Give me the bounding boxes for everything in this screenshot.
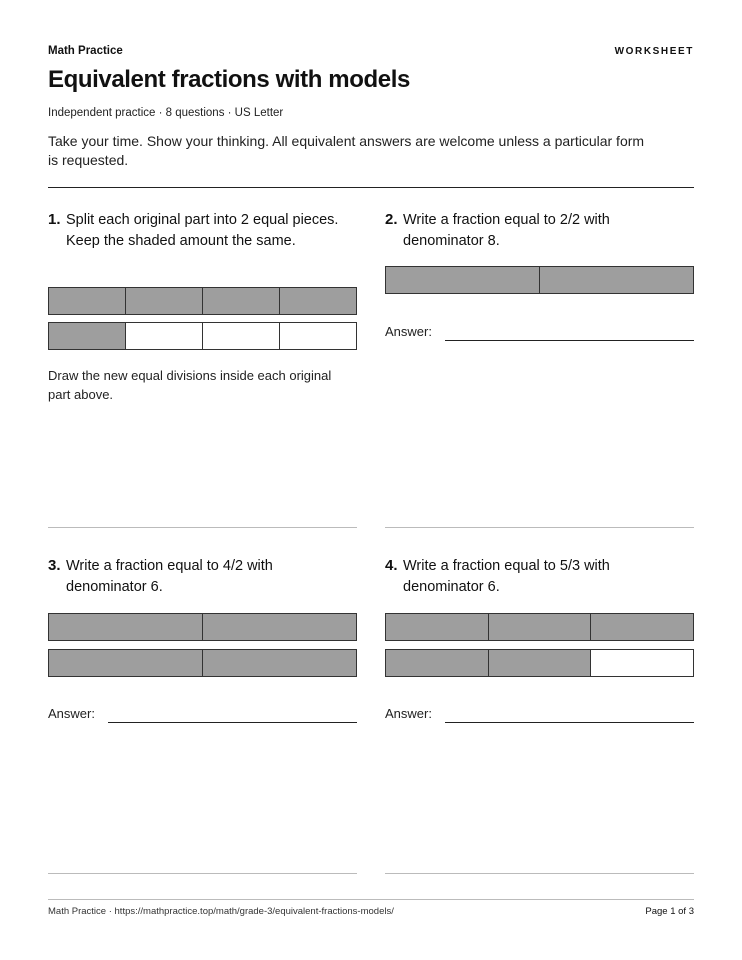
shaded-part <box>203 288 280 314</box>
answer-line[interactable] <box>445 722 694 723</box>
question-3 <box>48 556 357 721</box>
question-header <box>48 556 357 597</box>
header-tag: WORKSHEET <box>614 46 694 57</box>
question-number: 3. <box>48 557 61 574</box>
shaded-part <box>280 288 356 314</box>
unshaded-part <box>126 323 203 349</box>
unshaded-part <box>280 323 356 349</box>
shaded-part <box>591 614 693 640</box>
question-number: 1. <box>48 211 61 228</box>
answer-label: Answer: <box>385 706 432 721</box>
answer-field[interactable] <box>385 324 694 339</box>
shaded-part <box>540 267 693 293</box>
intro-text: Take your time. Show your thinking. All equivalent answers are welcome unless a particular form is requested. <box>48 133 645 168</box>
shaded-part <box>203 614 356 640</box>
shaded-part <box>489 650 592 676</box>
question-number: 2. <box>385 211 398 228</box>
shaded-part <box>203 650 356 676</box>
question-text: Write a fraction equal to 2/2 with denominator 8. <box>403 212 610 249</box>
unshaded-part <box>591 650 693 676</box>
question-text: Write a fraction equal to 5/3 with denominator 6. <box>403 558 610 595</box>
fraction-bar <box>385 649 694 677</box>
shaded-part <box>49 288 126 314</box>
question-header <box>48 210 357 251</box>
question-note: Draw the new equal divisions inside each original part above. <box>48 368 332 402</box>
shaded-part <box>386 650 489 676</box>
section-divider <box>48 873 357 874</box>
section-divider <box>385 873 694 874</box>
footer-rule <box>48 899 694 900</box>
answer-label: Answer: <box>48 706 95 721</box>
shaded-part <box>49 323 126 349</box>
fraction-bar <box>48 613 357 641</box>
answer-field[interactable] <box>385 706 694 721</box>
answer-line[interactable] <box>445 340 694 341</box>
page-title: Equivalent fractions with models <box>48 66 410 93</box>
section-divider <box>385 527 694 528</box>
unshaded-part <box>203 323 280 349</box>
footer-source: Math Practice · https://mathpractice.top/math/grade-3/equivalent-fractions-models/ <box>48 906 394 917</box>
question-header <box>385 210 694 251</box>
answer-label: Answer: <box>385 324 432 339</box>
fraction-bar <box>385 266 694 294</box>
shaded-part <box>126 288 203 314</box>
question-text: Write a fraction equal to 4/2 with denominator 6. <box>66 558 273 595</box>
shaded-part <box>49 650 203 676</box>
shaded-part <box>386 267 540 293</box>
fraction-bar <box>48 649 357 677</box>
question-4 <box>385 556 694 721</box>
question-1 <box>48 210 357 402</box>
question-number: 4. <box>385 557 398 574</box>
fraction-bar-shaded <box>48 322 357 350</box>
fraction-bar-original <box>48 287 357 315</box>
header-rule <box>48 187 694 188</box>
question-header <box>385 556 694 597</box>
shaded-part <box>49 614 203 640</box>
shaded-part <box>489 614 592 640</box>
shaded-part <box>386 614 489 640</box>
section-divider <box>48 527 357 528</box>
answer-field[interactable] <box>48 706 357 721</box>
footer-page-number: Page 1 of 3 <box>645 906 694 917</box>
answer-line[interactable] <box>108 722 357 723</box>
page-meta: Independent practice · 8 questions · US Letter <box>48 107 284 119</box>
fraction-bar <box>385 613 694 641</box>
question-2 <box>385 210 694 339</box>
header-brand: Math Practice <box>48 45 123 57</box>
question-text: Split each original part into 2 equal pieces. Keep the shaded amount the same. <box>66 212 339 249</box>
